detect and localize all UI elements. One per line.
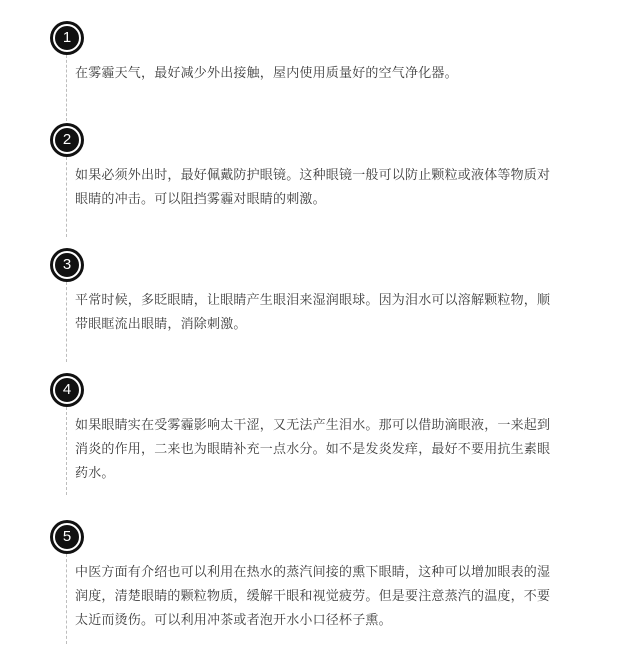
step-number: 2 xyxy=(53,126,81,154)
step-number: 1 xyxy=(53,24,81,52)
step-text: 平常时候，多眨眼睛，让眼睛产生眼泪来湿润眼球。因为泪水可以溶解颗粒物，顺带眼眶流出眼睛，消除刺激。 xyxy=(75,293,551,332)
step-text: 中医方面有介绍也可以利用在热水的蒸汽间接的熏下眼睛，这种可以增加眼表的湿润度，清楚眼睛的颗粒物质，缓解干眼和视觉疲劳。但是要注意蒸汽的温度，不要太近而烫伤。可以利用冲茶或者泡开水小口径杯子熏。 xyxy=(75,565,551,628)
step-text: 如果必须外出时，最好佩戴防护眼镜。这种眼镜一般可以防止颗粒或液体等物质对眼睛的冲击。可以阻挡雾霾对眼睛的刺激。 xyxy=(75,168,551,207)
step-number-badge xyxy=(50,520,84,554)
dashed-connector xyxy=(66,282,67,362)
step-number: 3 xyxy=(53,251,81,279)
step-number-badge xyxy=(50,21,84,55)
step-number: 5 xyxy=(53,523,81,551)
step-number: 4 xyxy=(53,376,81,404)
dashed-connector xyxy=(66,157,67,237)
step-number-badge xyxy=(50,373,84,407)
dashed-connector xyxy=(66,407,67,495)
step-number-badge xyxy=(50,123,84,157)
step-number-badge xyxy=(50,248,84,282)
step-text: 在雾霾天气，最好减少外出接触，屋内使用质量好的空气净化器。 xyxy=(75,66,458,81)
dashed-connector xyxy=(66,55,67,121)
dashed-connector xyxy=(66,554,67,644)
step-text: 如果眼睛实在受雾霾影响太干涩，又无法产生泪水。那可以借助滴眼液，一来起到消炎的作用，二来也为眼睛补充一点水分。如不是发炎发痒，最好不要用抗生素眼药水。 xyxy=(75,418,551,481)
